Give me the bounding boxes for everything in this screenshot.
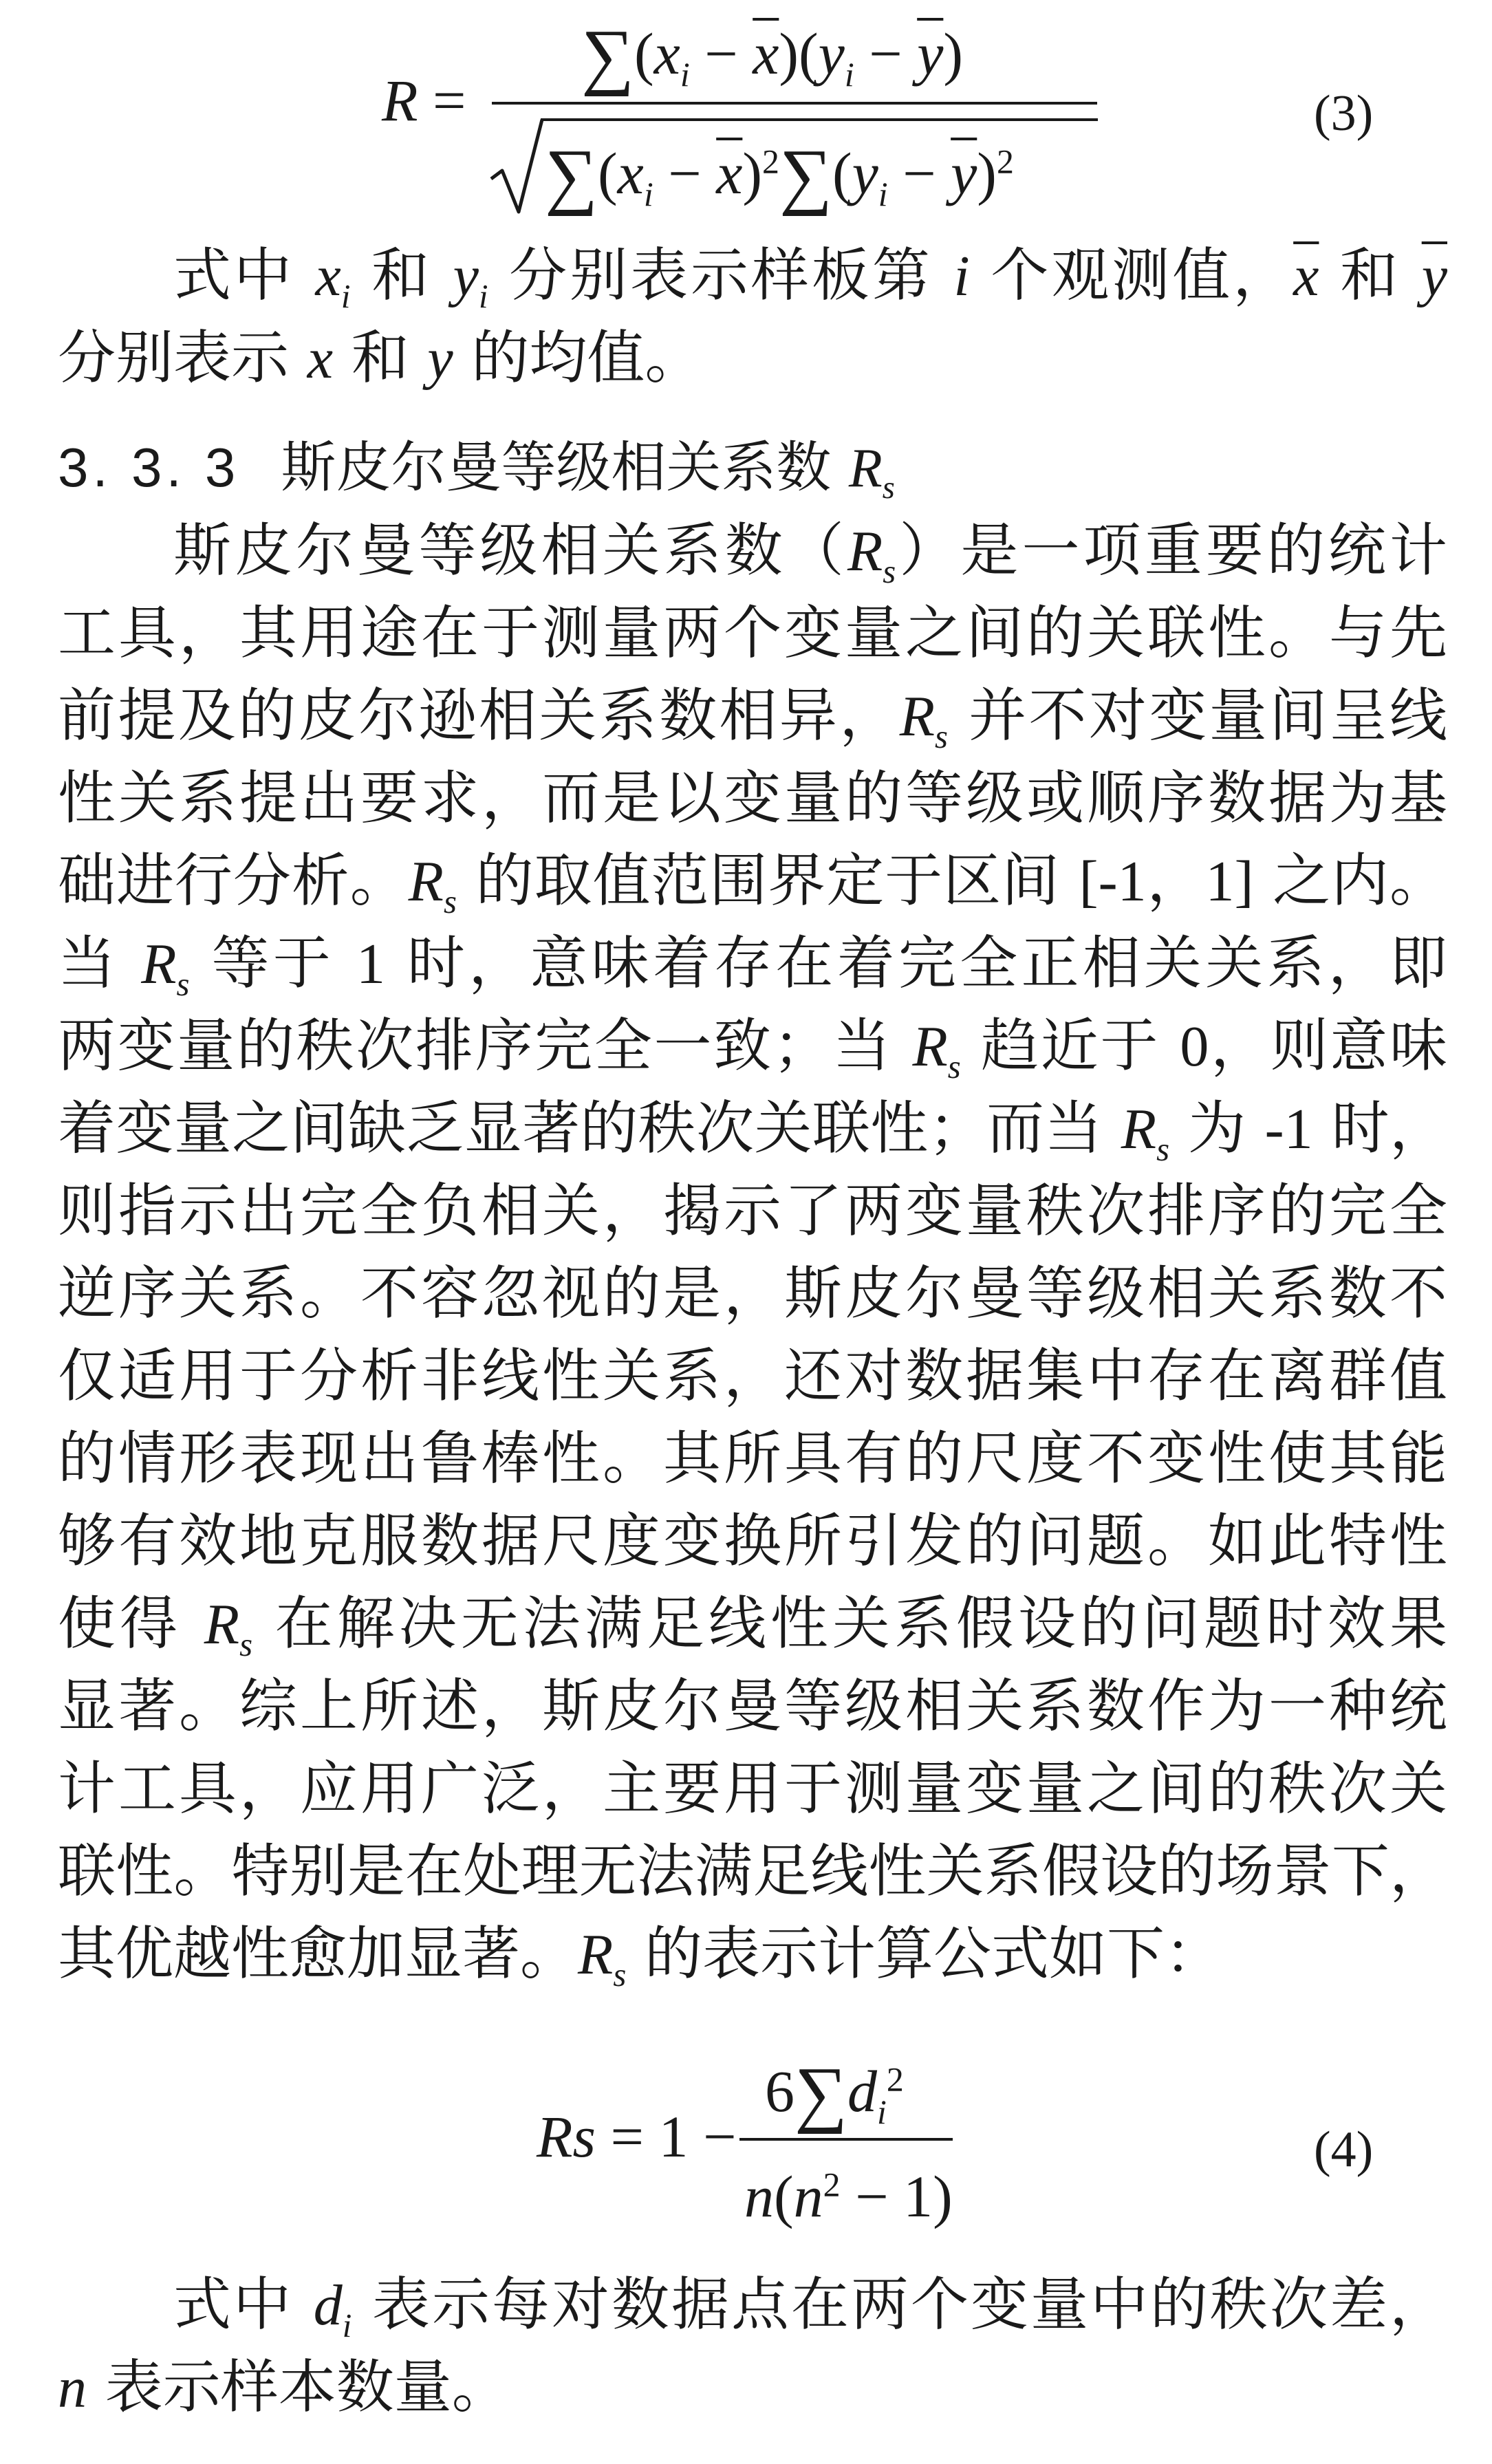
- equation-3-number: (3): [1314, 85, 1374, 142]
- text-line: 斯皮尔曼等级相关系数$(R_s)$是一项重要的统计: [173, 517, 1447, 590]
- text-line: 性关系提出要求，而是以变量的等级或顺序数据为基: [58, 764, 1447, 832]
- text-line: 显著。综上所述，斯皮尔曼等级相关系数作为一种统: [58, 1672, 1447, 1740]
- text-line: 当 $R_s$ 等于 1 时，意味着存在着完全正相关关系，即: [58, 929, 1448, 1003]
- text-line: 工具，其用途在于测量两个变量之间的关联性。与先: [58, 599, 1447, 667]
- text-line: 式中 $x_i$ 和 $y_i$ 分别表示样板第 i 个观测值，$\overline{x}$ 和 $\overline{y}$: [173, 241, 1447, 315]
- equation-4: [0, 2036, 1492, 2256]
- text-line: 联性。特别是在处理无法满足线性关系假设的场景下，: [58, 1837, 1447, 1905]
- eq4-numerator: $6\sum d_i^2$: [765, 2053, 904, 2135]
- text-line: 够有效地克服数据尺度变换所引发的问题。如此特性: [58, 1507, 1447, 1575]
- section-heading: [58, 426, 895, 509]
- section-number: 3. 3. 3: [58, 437, 240, 498]
- text-line: 着变量之间缺乏显著的秩次关联性；而当 $R_s$ 为 -1 时，: [58, 1094, 1448, 1168]
- equation-4-number: (4): [1314, 2121, 1374, 2178]
- text-line: 逆序关系。不容忽视的是，斯皮尔曼等级相关系数不: [58, 1260, 1447, 1327]
- eq3-lhs: R =: [382, 67, 466, 133]
- eq4-explanation: [58, 2263, 1447, 2428]
- text-line: 础进行分析。$R_s$ 的取值范围界定于区间 [-1，1] 之内。: [58, 847, 1447, 920]
- section-title: 斯皮尔曼等级相关系数: [281, 435, 832, 499]
- text-line: n 表示样本数量。: [58, 2353, 510, 2421]
- eq3-explanation: [58, 234, 1447, 399]
- eq3-fraction-bar: [492, 102, 1097, 105]
- text-line: 其优越性愈加显著。$R_s$ 的表示计算公式如下：: [58, 1920, 1222, 1993]
- text-line: 前提及的皮尔逊相关系数相异，$R_s$ 并不对变量间呈线: [58, 682, 1447, 755]
- eq4-lhs: Rs = 1 −: [537, 2104, 737, 2170]
- text-line: 使得 $R_s$ 在解决无法满足线性关系假设的问题时效果: [58, 1590, 1447, 1663]
- eq4-fraction-bar: [739, 2138, 953, 2141]
- text-line: 的情形表现出鲁棒性。其所具有的尺度不变性使其能: [58, 1425, 1447, 1492]
- equation-3: [0, 0, 1492, 220]
- eq3-denominator: $\sum(x_i - \overline{x})^2\sum(y_i - \overline{y})^2$: [545, 135, 1014, 217]
- text-line: 则指示出完全负相关，揭示了两变量秩次排序的完全: [58, 1177, 1447, 1244]
- text-line: 两变量的秩次排序完全一致；当 $R_s$ 趋近于 0，则意味: [58, 1012, 1447, 1085]
- sqrt-icon: [488, 116, 550, 219]
- text-line: 计工具，应用广泛，主要用于测量变量之间的秩次关: [58, 1755, 1447, 1822]
- body-paragraph: [58, 509, 1447, 1995]
- text-line: 分别表示 x 和 y 的均值。: [58, 324, 703, 391]
- eq3-radical-overbar: [541, 118, 1098, 121]
- section-symbol: $R_s$: [848, 438, 895, 506]
- eq3-numerator: $\sum(x_i - \overline{x})(y_i - \overline{y})$: [581, 15, 963, 97]
- text-line: 仅适用于分析非线性关系，还对数据集中存在离群值: [58, 1342, 1447, 1409]
- text-line: 式中 $d_i$ 表示每对数据点在两个变量中的秩次差，: [173, 2271, 1448, 2344]
- eq4-denominator: $n(n^2 - 1)$: [744, 2163, 953, 2229]
